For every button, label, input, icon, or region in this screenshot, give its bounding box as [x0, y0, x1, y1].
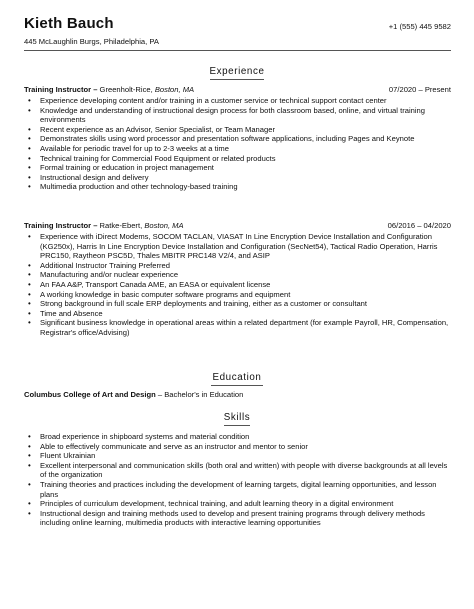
job-entry: [24, 84, 451, 192]
job-header: [24, 220, 451, 232]
education-school: Columbus College of Art and Design: [24, 390, 156, 399]
education-entry: [24, 390, 243, 399]
list-item: • Experience with iDirect Modems, SOCOM TACLAN, VIASAT In Line Encryption Device Installation and Configuration (KG250x), Harris In Line Encryption Device Installation and Configuration (SecNet54), Tactical Radio Operation, Harris PRC150, Raytheon PSC5D, Thales MBITR PRC148 V2/4, and ASIP: [24, 232, 451, 261]
list-item: • Technical training for Commercial Food Equipment or related products: [24, 154, 451, 164]
candidate-name: Kieth Bauch: [24, 15, 114, 32]
skills-block: [24, 432, 451, 528]
job-company: Greenholt-Rice,: [99, 85, 153, 94]
skills-heading: Skills: [223, 412, 251, 423]
candidate-phone: +1 (555) 445 9582: [388, 22, 451, 31]
candidate-address: 445 McLaughlin Burgs, Philadelphia, PA: [24, 37, 159, 46]
job-separator: –: [91, 85, 100, 94]
list-item: • Instructional design and delivery: [24, 173, 451, 183]
list-item: • Training theories and practices including the development of learning targets, digital learning opportunities, and lesson plans: [24, 480, 451, 499]
education-separator: –: [155, 390, 165, 399]
list-item: • Time and Absence: [24, 309, 451, 319]
list-item: • Knowledge and understanding of instructional design process for both classroom based, online, and virtual training environments: [24, 106, 451, 125]
job-location: Boston, MA: [154, 85, 195, 94]
job-company: Ratke-Ebert,: [99, 221, 143, 230]
job-title: Training Instructor: [24, 221, 92, 230]
job-header: [24, 84, 451, 96]
job-entry: [24, 220, 451, 338]
job-bullets: [24, 232, 451, 338]
experience-underline: [210, 79, 264, 80]
list-item: • Able to effectively communicate and serve as an instructor and mentor to senior: [24, 442, 451, 452]
list-item: • Instructional design and training methods used to develop and present training programs through delivery methods including online learning, multimedia products with interactive learning opportunities: [24, 509, 451, 528]
job-title: Training Instructor: [24, 85, 92, 94]
list-item: • Manufacturing and/or nuclear experience: [24, 270, 451, 280]
job-location: Boston, MA: [144, 221, 184, 230]
list-item: • Multimedia production and other technology-based training: [24, 182, 451, 192]
list-item: • Strong background in full scale ERP deployments and training, either as a customer or consultant: [24, 299, 451, 309]
job-dates: 07/2020 – Present: [388, 85, 451, 94]
job-separator: –: [91, 221, 100, 230]
list-item: • Excellent interpersonal and communication skills (both oral and written) with people with diverse backgrounds at all levels of the organization: [24, 461, 451, 480]
skills-underline: [224, 425, 250, 426]
list-item: • Formal training or education in project management: [24, 163, 451, 173]
list-item: • Experience developing content and/or training in a customer service or technical support contact center: [24, 96, 451, 106]
list-item: • Demonstrates skills using word processor and presentation software applications, including Pages and Keynote: [24, 134, 451, 144]
experience-heading: Experience: [209, 66, 265, 77]
list-item: • Recent experience as an Advisor, Senior Specialist, or Team Manager: [24, 125, 451, 135]
list-item: • Fluent Ukrainian: [24, 451, 451, 461]
list-item: • Principles of curriculum development, technical training, and adult learning theory in a digital environment: [24, 499, 451, 509]
job-bullets: [24, 96, 451, 192]
list-item: • Additional Instructor Training Preferred: [24, 261, 451, 271]
education-degree: Bachelor's in Education: [164, 390, 244, 399]
job-dates: 06/2016 – 04/2020: [387, 221, 451, 230]
list-item: • Significant business knowledge in operational areas within a related department (for example Payroll, HR, Compensation, Registrar's office/Advising): [24, 318, 451, 337]
list-item: • An FAA A&P, Transport Canada AME, an EASA or equivalent license: [24, 280, 451, 290]
list-item: • A working knowledge in basic computer software programs and equipment: [24, 290, 451, 300]
list-item: • Broad experience in shipboard systems and material condition: [24, 432, 451, 442]
list-item: • Available for periodic travel for up to 2-3 weeks at a time: [24, 144, 451, 154]
education-heading: Education: [212, 372, 262, 383]
skills-list: [24, 432, 451, 528]
education-underline: [211, 385, 263, 386]
header-divider: [24, 50, 451, 51]
